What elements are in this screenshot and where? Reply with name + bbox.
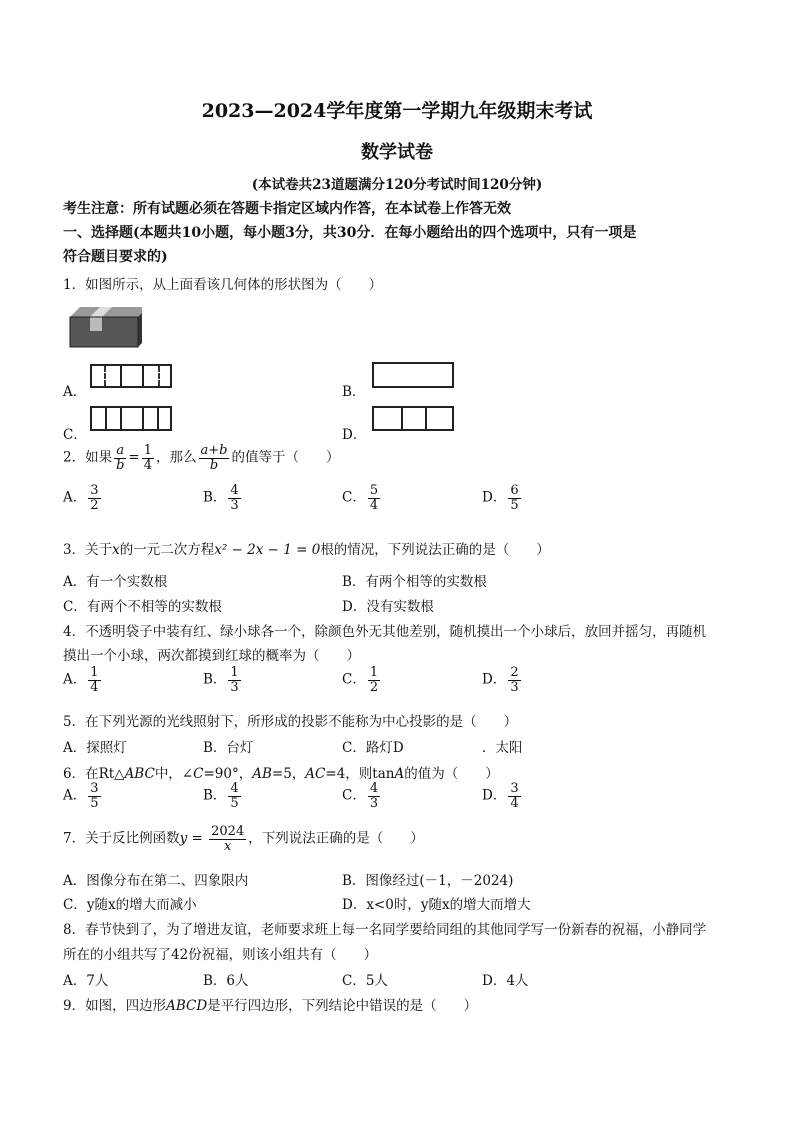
exam-title: 2023—2024学年度第一学期九年级期末考试 <box>201 100 593 122</box>
q9-text: 9．如图，四边形 <box>63 998 167 1014</box>
q6-option-c[interactable] <box>342 782 382 810</box>
fraction-denominator: 3 <box>230 497 239 513</box>
option-label: C． <box>342 671 366 688</box>
fraction-numerator: 1 <box>230 665 239 680</box>
q2-mid: ，那么 <box>156 449 197 466</box>
option-label: D． <box>482 787 507 804</box>
dashed-line <box>158 366 160 386</box>
option-fraction <box>88 666 100 694</box>
q3-option-d[interactable]: D．没有实数根 <box>342 599 434 615</box>
q6-text: 6．在Rt△ <box>63 766 125 782</box>
fraction-numerator: 1 <box>143 443 153 458</box>
option-fraction <box>228 484 240 512</box>
solid-line <box>401 408 403 429</box>
q4-option-a[interactable] <box>63 666 103 694</box>
option-fraction <box>508 782 520 810</box>
option-label: D． <box>482 671 507 688</box>
option-fraction <box>508 666 520 694</box>
fraction-denominator: 5 <box>510 497 519 513</box>
q1-option-c-label[interactable]: C． <box>63 427 87 443</box>
solid-line <box>120 366 122 386</box>
q4-option-b[interactable] <box>203 666 243 694</box>
fraction-numerator: 3 <box>90 483 99 498</box>
q2-prefix: 2．如果 <box>63 449 113 466</box>
solid-line <box>157 408 159 429</box>
solid-line <box>142 366 144 386</box>
fraction-numerator: 1 <box>90 665 99 680</box>
q3-equation: x² − 2x − 1 = 0 <box>214 542 321 558</box>
fraction-denominator: 3 <box>230 679 239 695</box>
q4-stem-line1: 4．不透明袋子中装有红、绿小球各一个，除颜色外无其他差别，随机摸出一个小球后，放回并摇匀，再随机 <box>63 624 707 640</box>
q7-option-a[interactable]: A．图像分布在第二、四象限内 <box>63 873 249 889</box>
q5-stem: 5．在下列光源的光线照射下，所形成的投影不能称为中心投影的是（ ） <box>63 714 518 730</box>
section-heading-line1: 一、选择题(本题共10小题，每小题3分，共30分．在每小题给出的四个选项中，只有一项是 <box>63 225 637 241</box>
option-fraction <box>508 484 520 512</box>
q6-side-ac: AC <box>305 766 326 782</box>
fraction-numerator: 4 <box>230 483 239 498</box>
q9-shape-name: ABCD <box>166 998 208 1014</box>
q6-option-b[interactable] <box>203 782 243 810</box>
q8-stem-line1: 8．春节快到了，为了增进友谊，老师要求班上每一名同学要给同组的其他同学写一份新春的祝福，小静同学 <box>63 922 707 938</box>
q4-option-c[interactable] <box>342 666 382 694</box>
q1-solid-figure <box>66 303 142 349</box>
q1-option-a-figure[interactable] <box>90 364 172 388</box>
q2-option-b[interactable] <box>203 484 243 512</box>
option-fraction <box>368 782 380 810</box>
q2-suffix: 的值等于（ ） <box>231 449 340 466</box>
q4-stem-line2: 摸出一个小球，两次都摸到红球的概率为（ ） <box>63 648 360 664</box>
q6-text: =4，则tan <box>325 766 395 782</box>
fraction-denominator: 4 <box>90 679 99 695</box>
q7-variable-y: y <box>179 830 188 847</box>
option-label: C． <box>342 489 366 506</box>
fraction-denominator: b <box>209 457 219 473</box>
option-fraction <box>88 782 100 810</box>
q7-option-b[interactable]: B．图像经过(－1，－2024) <box>342 873 514 889</box>
q3-variable: x <box>112 542 120 558</box>
solid-line <box>120 408 122 429</box>
fraction-numerator: 2024 <box>211 824 245 839</box>
fraction-numerator: 4 <box>369 781 379 796</box>
fraction-denominator: 4 <box>369 497 379 513</box>
solid-line <box>425 408 427 429</box>
option-label: A． <box>63 671 87 688</box>
q1-option-b-label[interactable]: B． <box>342 384 366 400</box>
fraction-numerator: 6 <box>510 483 519 498</box>
exam-notice: 考生注意：所有试题必须在答题卡指定区域内作答，在本试卷上作答无效 <box>63 201 511 217</box>
fraction-denominator: 5 <box>90 795 99 811</box>
option-fraction <box>228 666 240 694</box>
q1-stem: 1．如图所示，从上面看该几何体的形状图为（ ） <box>63 277 383 293</box>
q6-side-ab: AB <box>252 766 272 782</box>
fraction-numerator: 3 <box>510 781 519 796</box>
q2-option-d[interactable] <box>482 484 523 512</box>
q2-stem <box>63 444 339 472</box>
q6-triangle-name: ABC <box>124 766 155 782</box>
q1-option-c-figure[interactable] <box>90 406 172 431</box>
q6-angle-vertex: C <box>193 766 204 782</box>
fraction-numerator: a <box>114 444 126 459</box>
q3-stem <box>63 538 550 558</box>
fraction-numerator: 5 <box>369 483 379 498</box>
q6-angle-a: A <box>394 766 405 782</box>
option-fraction <box>368 484 380 512</box>
option-fraction <box>368 666 380 694</box>
q6-text: 中，∠ <box>154 766 194 782</box>
fraction-numerator: 2 <box>510 665 519 680</box>
q5-option-d[interactable]: ．太阳 <box>482 740 523 756</box>
fraction-numerator: a+b <box>200 443 228 458</box>
q3-option-a[interactable]: A．有一个实数根 <box>63 574 168 590</box>
q6-stem <box>63 762 499 782</box>
q3-text: 3．关于 <box>63 542 113 558</box>
fraction-denominator: 3 <box>369 795 379 811</box>
fraction-denominator: 2 <box>369 679 379 695</box>
q6-option-d[interactable] <box>482 782 523 810</box>
fraction-denominator: b <box>116 457 125 473</box>
q2-option-a[interactable] <box>63 484 103 512</box>
fraction-denominator: x <box>224 838 232 854</box>
option-label: A． <box>63 787 87 804</box>
fraction-denominator: 5 <box>230 795 239 811</box>
exam-subtitle: 数学试卷 <box>361 142 433 163</box>
q7-equals: = <box>187 830 208 847</box>
q8-option-a[interactable]: A．7人 <box>63 973 109 989</box>
q2-equals: = <box>128 449 140 466</box>
q6-text: 的值为（ ） <box>404 766 499 782</box>
option-label: B． <box>203 671 227 688</box>
fraction-denominator: 2 <box>90 497 99 513</box>
fraction-numerator: 1 <box>369 665 379 680</box>
option-label: B． <box>203 787 227 804</box>
fraction-numerator: 4 <box>230 781 239 796</box>
option-label: D． <box>482 489 507 506</box>
section-heading-line2: 符合题目要求的) <box>63 249 168 265</box>
q5-option-b[interactable]: B．台灯 <box>203 740 254 756</box>
q8-option-b[interactable]: B．6人 <box>203 973 249 989</box>
q2-option-c[interactable] <box>342 484 382 512</box>
q8-stem-line2: 所在的小组共写了42份祝福，则该小组共有（ ） <box>63 947 378 963</box>
q7-fraction <box>209 825 246 853</box>
q7-option-c[interactable]: C．y随x的增大而减小 <box>63 897 197 913</box>
q7-text: 7．关于反比例函数 <box>63 830 180 847</box>
fraction-numerator: 3 <box>90 781 99 796</box>
option-label: B． <box>203 489 227 506</box>
solid-line <box>142 408 144 429</box>
q2-fraction-one-quarter <box>142 444 154 472</box>
q4-option-d[interactable] <box>482 666 523 694</box>
q3-option-b[interactable]: B．有两个相等的实数根 <box>342 574 487 590</box>
q3-text: 的一元二次方程 <box>119 542 215 558</box>
q6-option-a[interactable] <box>63 782 103 810</box>
q7-stem <box>63 825 424 853</box>
q8-option-d[interactable]: D．4人 <box>482 973 529 989</box>
q3-text: 根的情况，下列说法正确的是（ ） <box>320 542 550 558</box>
fraction-denominator: 4 <box>143 457 153 473</box>
option-fraction <box>88 484 100 512</box>
q2-fraction-sum <box>199 444 230 472</box>
option-fraction <box>228 782 240 810</box>
fraction-denominator: 4 <box>510 795 519 811</box>
fraction-denominator: 3 <box>510 679 519 695</box>
solid-line <box>105 408 107 429</box>
q1-option-d-figure[interactable] <box>372 406 454 431</box>
q7-option-d[interactable]: D．x<0时，y随x的增大而增大 <box>342 897 531 913</box>
q6-text: =5， <box>271 766 306 782</box>
q7-text: ，下列说法正确的是（ ） <box>248 830 424 847</box>
q1-option-d-label[interactable]: D． <box>342 427 367 443</box>
q9-text: 是平行四边形，下列结论中错误的是（ ） <box>207 998 478 1014</box>
option-label: A． <box>63 489 87 506</box>
q5-option-a[interactable]: A．探照灯 <box>63 740 127 756</box>
q9-stem <box>63 994 477 1014</box>
q8-option-c[interactable]: C．5人 <box>342 973 388 989</box>
q3-option-c[interactable]: C．有两个不相等的实数根 <box>63 599 222 615</box>
q2-fraction-a-b <box>114 444 126 472</box>
q1-option-a-label[interactable]: A． <box>63 384 87 400</box>
q1-option-b-figure[interactable] <box>372 362 454 388</box>
option-label: C． <box>342 787 366 804</box>
exam-note: (本试卷共23道题满分120分考试时间120分钟) <box>251 177 543 193</box>
q5-option-c[interactable]: C．路灯D <box>342 740 404 756</box>
q6-text: =90°， <box>203 766 253 782</box>
dashed-line <box>104 366 106 386</box>
